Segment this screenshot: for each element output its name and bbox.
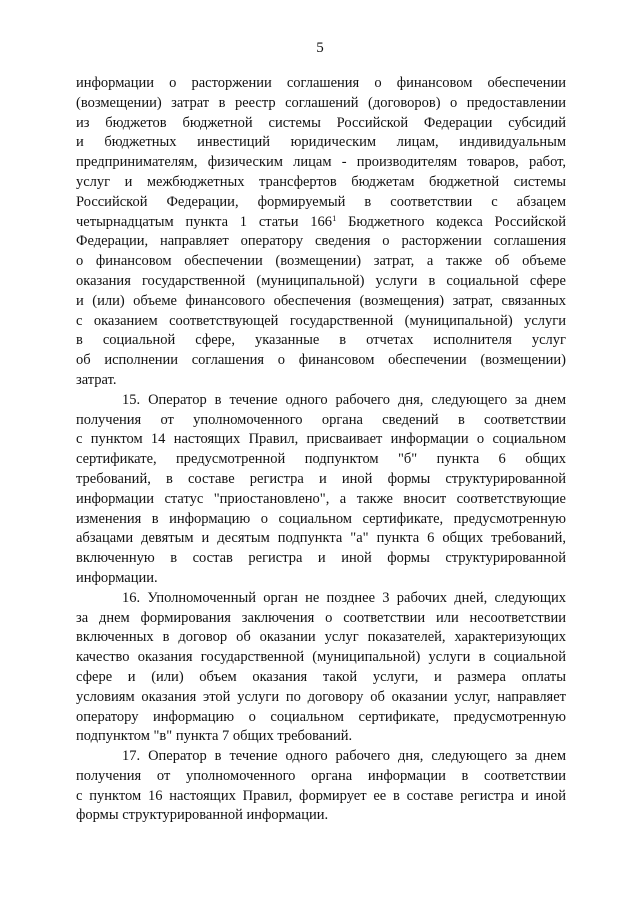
text-line: затрат. (76, 371, 117, 388)
text-line: информации о расторжении соглашения о финансовом обеспечении (76, 75, 566, 91)
text-segment: Бюджетного кодекса Российской (336, 213, 566, 230)
text-line: 16. Уполномоченный орган не позднее 3 рабочих дней, следующих (122, 589, 566, 606)
text-line: с пунктом 16 настоящих Правил, формирует ее в составе регистра и иной (76, 787, 566, 804)
paragraph (76, 589, 566, 747)
text-line: подпунктом "в" пункта 7 общих требований. (76, 728, 353, 745)
text-line: 17. Оператор в течение одного рабочего дня, следующего за днем (122, 748, 566, 765)
text-line: 15. Оператор в течение одного рабочего дня, следующего за днем (122, 391, 566, 408)
text-line: из бюджетов бюджетной системы Российской Федерации субсидий (76, 114, 566, 131)
text-line: и бюджетных инвестиций юридическим лицам, индивидуальным (76, 134, 566, 151)
text-line: предпринимателям, физическим лицам - производителям товаров, работ, (76, 154, 566, 171)
text-line: с пунктом 14 настоящих Правил, присваивает информации о социальном (76, 431, 566, 448)
superscript: 1 (332, 212, 337, 223)
text-line: (возмещении) затрат в реестр соглашений (договоров) о предоставлении (76, 94, 566, 111)
text-line: сфере и (или) объем оказания такой услуги, и размера оплаты (76, 668, 566, 685)
text-line: включенную в состав регистра и иной формы структурированной (76, 550, 566, 567)
paragraph (76, 74, 566, 391)
page-number: 5 (316, 40, 324, 56)
text-line: Российской Федерации, формируемый в соответствии с абзацем (76, 193, 566, 210)
text-line: за днем формирования заключения о соответствии или несоответствии (76, 609, 566, 626)
text-line: требований, в составе регистра и иной формы структурированной (76, 470, 566, 487)
text-line: оказания государственной (муниципальной) услуги в социальной сфере (76, 272, 566, 289)
text-line: оператору информацию о социальном сертификате, предусмотренную (76, 708, 566, 725)
text-line: изменения в информацию о социальном сертификате, предусмотренную (76, 510, 566, 527)
text-line: абзацами девятым и десятым подпункта "а" пункта 6 общих требований, (76, 530, 566, 547)
text-line: получения от уполномоченного органа информации в соответствии (76, 767, 566, 784)
text-line: и (или) объеме финансового обеспечения (возмещения) затрат, связанных (76, 292, 566, 309)
text-segment: четырнадцатым пункта 1 статьи 166 (76, 213, 333, 230)
text-line: качество оказания государственной (муниципальной) услуги в социальной (76, 649, 566, 666)
text-line: получения от уполномоченного органа сведений в соответствии (76, 411, 566, 428)
text-line: в социальной сфере, указанные в отчетах исполнителя услуг (76, 332, 566, 349)
text-line: информации статус "приостановлено", а также вносит соответствующие (76, 490, 566, 507)
text-line: информации. (76, 569, 158, 586)
text-line: о финансовом обеспечении (возмещении) затрат, а также об объеме (76, 253, 566, 270)
text-line: условиям оказания этой услуги по договору об оказании услуг, направляет (76, 688, 566, 705)
text-line: Федерации, направляет оператору сведения о расторжении соглашения (76, 233, 566, 250)
text-line: с оказанием соответствующей государственной (муниципальной) услуги (76, 312, 566, 329)
text-line (76, 213, 566, 233)
paragraph (76, 391, 566, 589)
body-text (76, 74, 566, 826)
text-line: об исполнении соглашения о финансовом обеспечении (возмещении) (76, 352, 566, 369)
text-line: сертификате, предусмотренной подпунктом "б" пункта 6 общих (76, 451, 566, 468)
paragraph (76, 747, 566, 826)
text-line: услуг и межбюджетных трансфертов бюджетам бюджетной системы (76, 173, 566, 190)
text-line: формы структурированной информации. (76, 807, 329, 824)
text-line: включенных в договор об оказании услуг показателей, характеризующих (76, 629, 566, 646)
